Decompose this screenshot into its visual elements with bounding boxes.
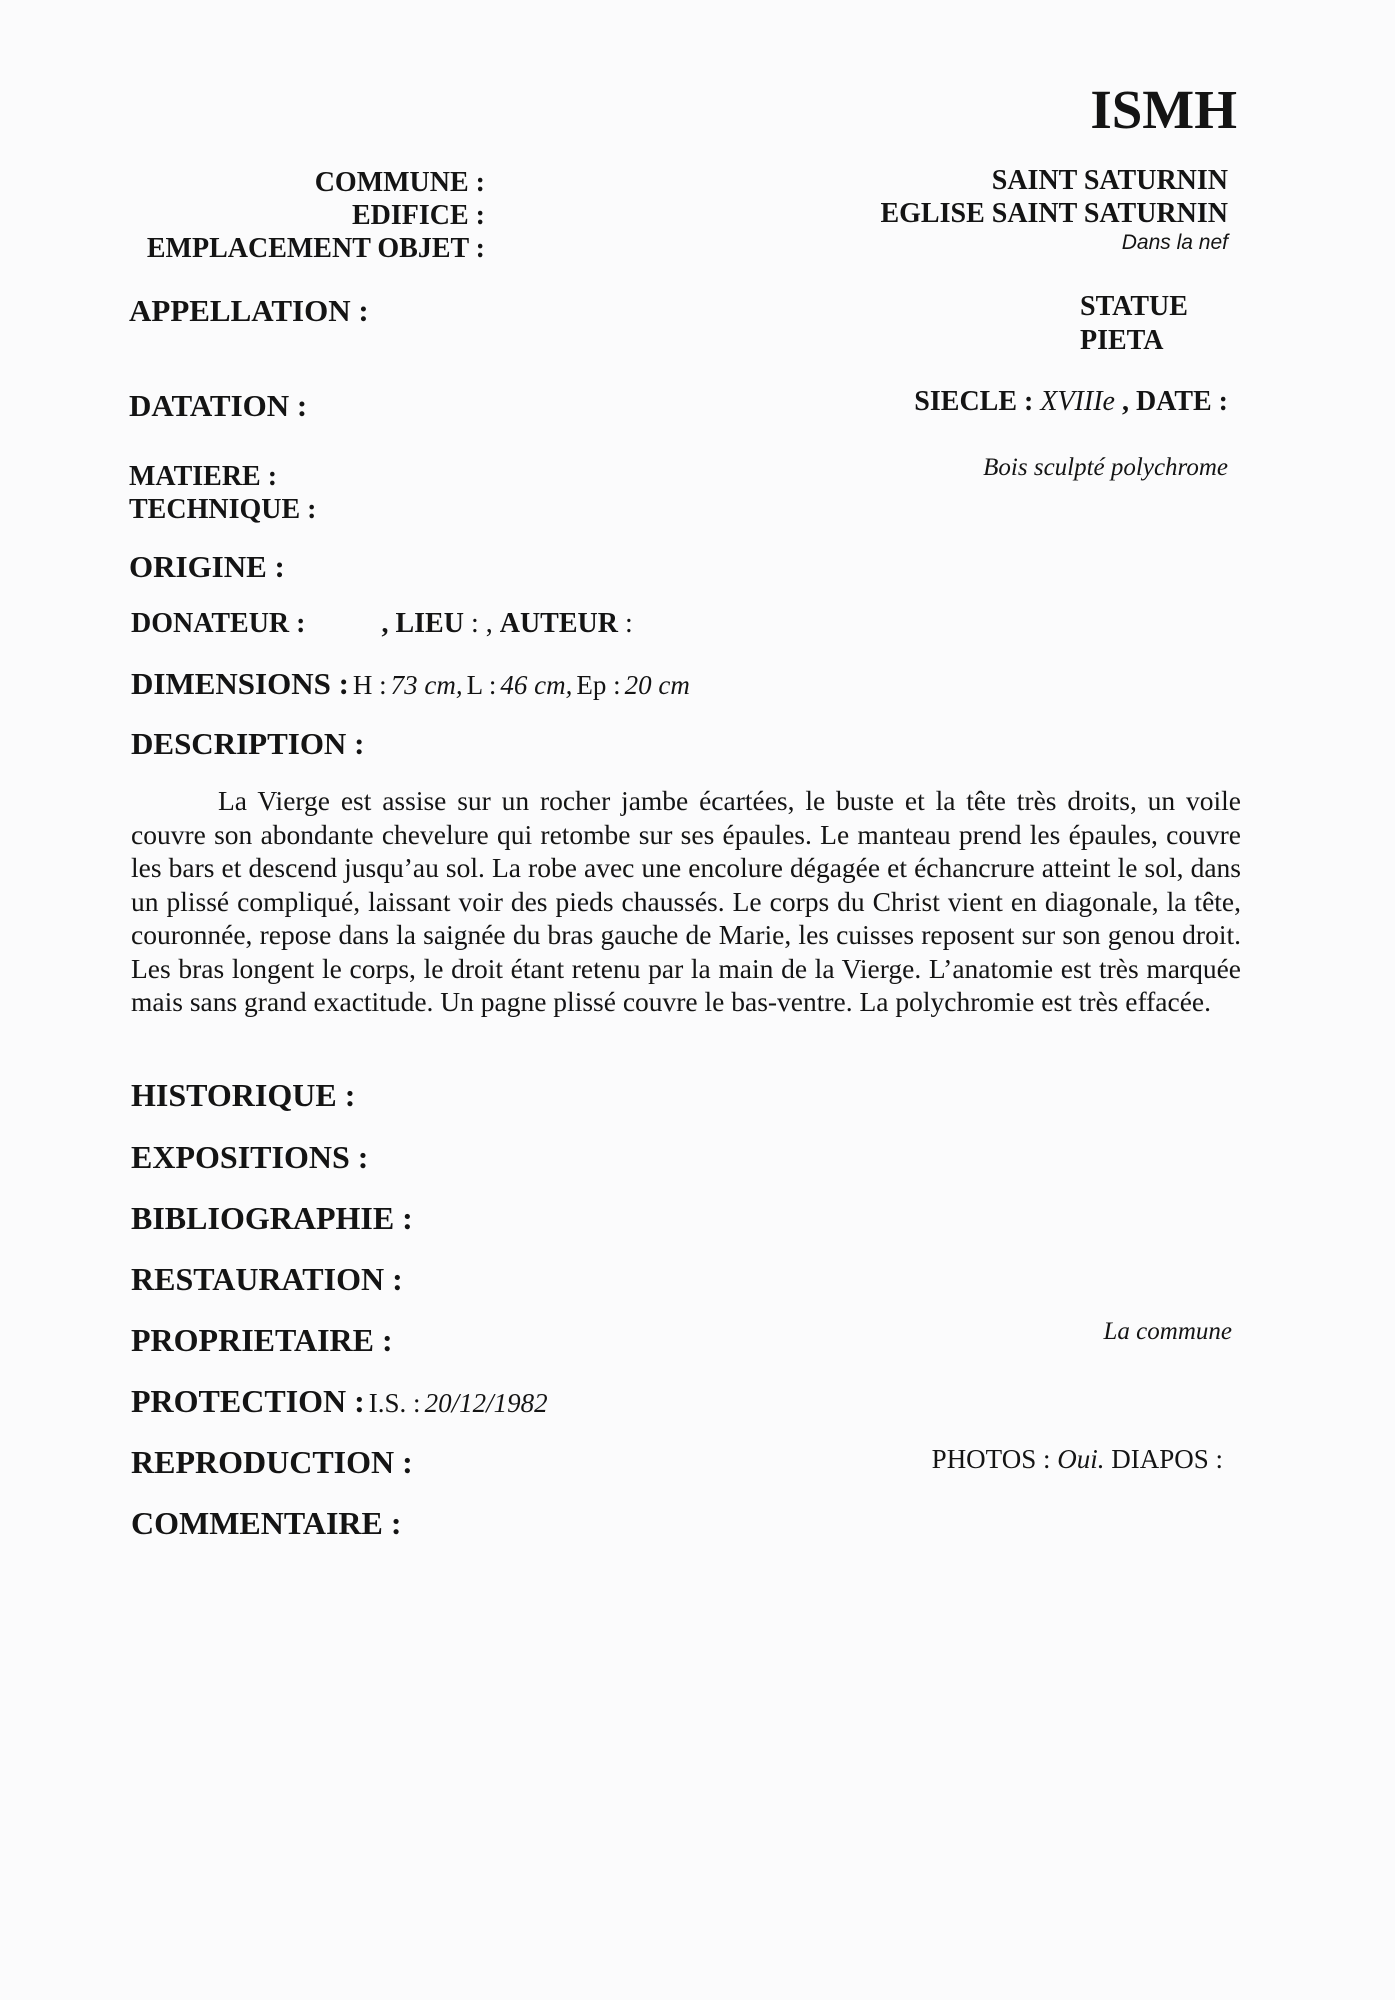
description-label: DESCRIPTION : xyxy=(131,726,365,761)
matiere-value: Bois sculpté polychrome xyxy=(983,454,1228,481)
diapos-label: DIAPOS : xyxy=(1111,1444,1223,1474)
appellation-line-2: PIETA xyxy=(1080,325,1164,356)
donateur-line xyxy=(131,608,633,640)
photos-value: Oui. xyxy=(1057,1444,1105,1474)
emplacement-value: Dans la nef xyxy=(1121,231,1228,254)
historique-label: HISTORIQUE : xyxy=(131,1077,356,1113)
restauration-label: RESTAURATION : xyxy=(131,1261,403,1297)
emplacement-label: EMPLACEMENT OBJET : xyxy=(146,233,485,264)
donateur-label: DONATEUR : xyxy=(131,608,306,639)
expositions-label: EXPOSITIONS : xyxy=(131,1139,369,1175)
lieu-separator: : , xyxy=(463,608,493,639)
location-labels xyxy=(147,166,485,265)
dimensions-label: DIMENSIONS : xyxy=(131,666,349,701)
auteur-separator: : xyxy=(617,608,633,639)
commune-value: SAINT SATURNIN xyxy=(991,165,1228,196)
datation-label: DATATION : xyxy=(129,388,308,423)
protection-date: 20/12/1982 xyxy=(424,1388,548,1418)
photos-label: PHOTOS : xyxy=(931,1444,1051,1474)
reproduction-label: REPRODUCTION : xyxy=(131,1444,413,1480)
depth-value: 20 cm xyxy=(624,670,690,700)
depth-label: Ep : xyxy=(576,670,621,700)
height-value: 73 cm, xyxy=(390,670,463,700)
siecle-label: SIECLE : xyxy=(914,386,1034,417)
ismh-code: ISMH xyxy=(1090,79,1237,140)
matiere-technique-labels xyxy=(129,460,316,526)
protection-label: PROTECTION : xyxy=(131,1383,365,1419)
location-values xyxy=(880,164,1228,256)
matiere-label: MATIERE : xyxy=(129,461,278,492)
siecle-value: XVIIIe xyxy=(1040,386,1115,417)
lieu-label: , LIEU xyxy=(381,608,464,639)
dimensions-line xyxy=(131,666,690,702)
bibliographie-label: BIBLIOGRAPHIE : xyxy=(131,1200,413,1236)
photos-line xyxy=(932,1444,1223,1475)
length-value: 46 cm, xyxy=(500,670,573,700)
protection-type: I.S. : xyxy=(368,1388,421,1418)
appellation-values xyxy=(1080,290,1188,358)
protection-line xyxy=(131,1383,548,1420)
commune-label: COMMUNE : xyxy=(314,167,485,198)
date-label: , DATE : xyxy=(1121,386,1228,417)
auteur-label: AUTEUR xyxy=(499,608,618,639)
appellation-label: APPELLATION : xyxy=(129,293,369,328)
edifice-value: EGLISE SAINT SATURNIN xyxy=(880,198,1228,229)
appellation-line-1: STATUE xyxy=(1080,291,1188,322)
height-label: H : xyxy=(352,670,387,700)
commentaire-label: COMMENTAIRE : xyxy=(131,1505,402,1541)
description-text: La Vierge est assise sur un rocher jambe écartées, le buste et la tête très droits, un voile couvre son abondante chevelure qui retombe sur ses épaules. Le manteau prend les épaules, couvre les bars et descend jusqu’au sol. La robe avec une encolure dégagée et échancrure atteint le sol, dans un plissé compliqué, laissant voir des pieds chaussés. Le corps du Christ vient en diagonale, la tête, couronnée, repose dans la saignée du bras gauche de Marie, les cuisses reposent sur son genou droit. Les bras longent le corps, le droit étant retenu par la main de la Vierge. L’anatomie est très marquée mais sans grand exactitude. Un pagne plissé couvre le bas-ventre. La polychromie est très effacée. xyxy=(131,785,1241,1017)
technique-label: TECHNIQUE : xyxy=(129,494,317,525)
proprietaire-value: La commune xyxy=(1103,1318,1232,1345)
siecle-line xyxy=(914,386,1228,418)
proprietaire-label: PROPRIETAIRE : xyxy=(131,1322,393,1358)
edifice-label: EDIFICE : xyxy=(351,200,485,231)
origine-label: ORIGINE : xyxy=(129,549,285,584)
length-label: L : xyxy=(466,670,497,700)
